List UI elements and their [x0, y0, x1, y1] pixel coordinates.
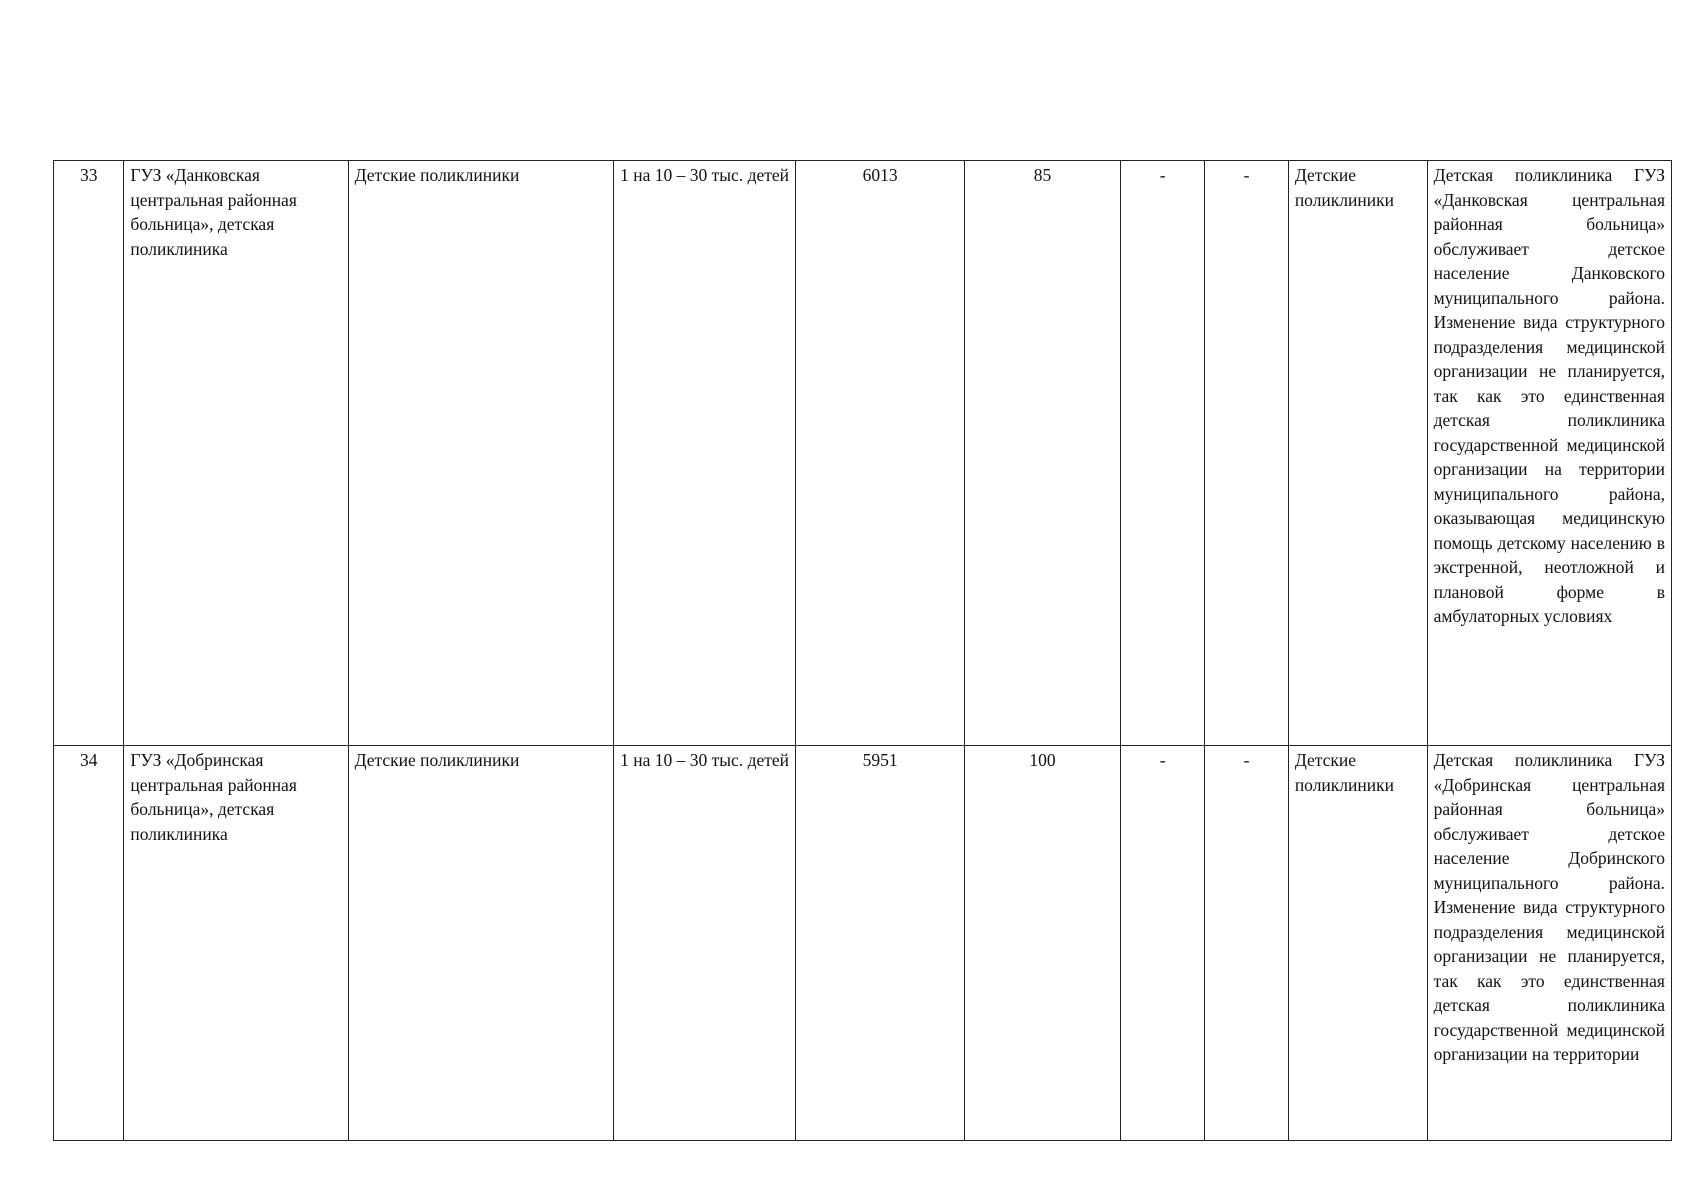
- hospital-table: [53, 160, 1672, 1141]
- capacity-cell: 85: [965, 161, 1121, 746]
- norm-cell: 1 на 10 – 30 тыс. детей: [614, 161, 796, 746]
- population-cell: 5951: [796, 746, 965, 1141]
- table-row: [54, 161, 1672, 746]
- note-text: Детская поликлиника ГУЗ «Данковская центральная районная больница» обслуживает детское население Данковского муниципального района. Изменение вида структурного подразделения медицинской организации не планируется, так как это единственная детская поликлиника государственной медицинской организации на территории муниципального района, оказывающая медицинскую помощь детскому населению в экстренной, неотложной и плановой форме в амбулаторных условиях: [1433, 165, 1665, 626]
- type-cell: Детские поликлиники: [348, 746, 613, 1141]
- note-text: Детская поликлиника ГУЗ «Добринская центральная районная больница» обслуживает детское население Добринского муниципального района. Изменение вида структурного подразделения медицинской организации не планируется, так как это единственная детская поликлиника государственной медицинской организации на территории: [1433, 750, 1665, 1064]
- type-cell: Детские поликлиники: [348, 161, 613, 746]
- capacity-cell: 100: [965, 746, 1121, 1141]
- organization-cell: ГУЗ «Добринская центральная районная больница», детская поликлиника: [124, 746, 348, 1141]
- note-cell: [1427, 746, 1671, 1141]
- population-cell: 6013: [796, 161, 965, 746]
- row-number: 33: [54, 161, 124, 746]
- table-row: [54, 746, 1672, 1141]
- dash-cell: -: [1120, 746, 1204, 1141]
- note-cell: [1427, 161, 1671, 746]
- dash-cell: -: [1205, 746, 1288, 1141]
- kind-cell: Детские поликлиники: [1288, 161, 1427, 746]
- dash-cell: -: [1120, 161, 1204, 746]
- norm-cell: 1 на 10 – 30 тыс. детей: [614, 746, 796, 1141]
- dash-cell: -: [1205, 161, 1288, 746]
- row-number: 34: [54, 746, 124, 1141]
- organization-cell: ГУЗ «Данковская центральная районная больница», детская поликлиника: [124, 161, 348, 746]
- kind-cell: Детские поликлиники: [1288, 746, 1427, 1141]
